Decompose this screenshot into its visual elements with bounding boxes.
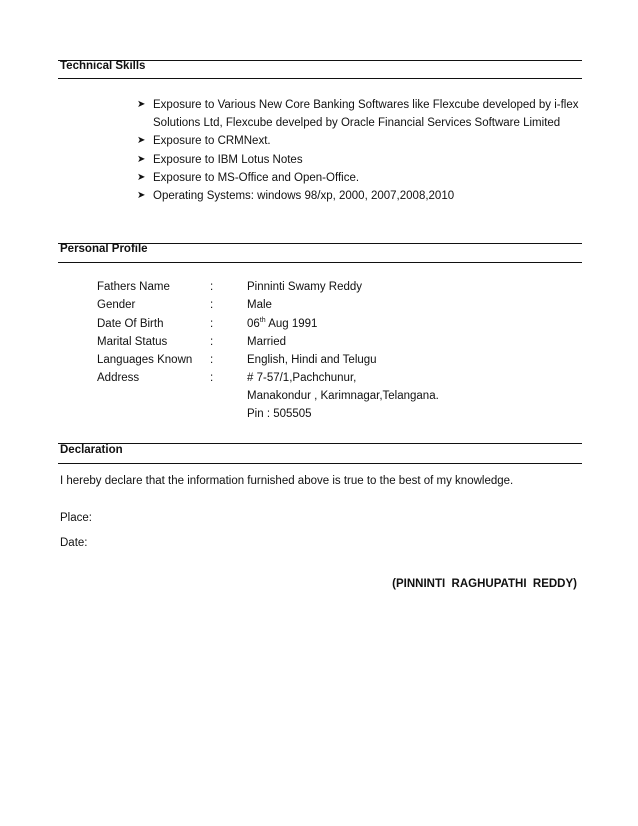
arrow-bullet-icon: ➤ [137,171,146,183]
list-item: ➤ Exposure to Various New Core Banking Softwares like Flexcube developed by i-flex Solutions Ltd, Flexcube develped by Oracle Financial Services Software Limited [137,96,587,132]
arrow-bullet-icon: ➤ [137,190,146,202]
profile-separator: : [210,318,214,330]
arrow-bullet-icon: ➤ [137,153,146,165]
arrow-bullet-icon: ➤ [137,99,146,110]
profile-separator: : [210,281,214,293]
profile-value: Pin : 505505 [247,408,312,420]
declaration-heading: Declaration [60,444,123,456]
profile-value: Male [247,299,272,311]
list-item: ➤ Exposure to MS-Office and Open-Office. [137,169,587,187]
date-label: Date: [60,537,88,549]
profile-label: Marital Status [97,336,168,348]
profile-label: Date Of Birth [97,318,164,330]
profile-label: Gender [97,299,136,311]
profile-label: Languages Known [97,354,193,366]
list-item: ➤ Exposure to IBM Lotus Notes [137,151,587,169]
declaration-text: I hereby declare that the information furnished above is true to the best of my knowledge. [60,475,514,487]
profile-value: 06th Aug 1991 [247,317,318,330]
section-rule [58,463,582,464]
list-item: ➤ Exposure to CRMNext. [137,132,587,150]
profile-value: English, Hindi and Telugu [247,354,377,366]
profile-separator: : [210,372,214,384]
profile-separator: : [210,299,214,311]
profile-value: Married [247,336,286,348]
profile-label: Address [97,372,140,384]
profile-value: Manakondur , Karimnagar,Telangana. [247,390,439,402]
profile-value: # 7-57/1,Pachchunur, [247,372,357,384]
section-rule [58,262,582,263]
profile-separator: : [210,336,214,348]
profile-label: Fathers Name [97,281,170,293]
skills-list [137,96,587,205]
arrow-bullet-icon: ➤ [137,135,146,147]
list-item: ➤ Operating Systems: windows 98/xp, 2000, 2007,2008,2010 [137,187,587,205]
section-rule [58,78,582,79]
profile-separator: : [210,354,214,366]
profile-value: Pinninti Swamy Reddy [247,281,363,293]
signature-name: (PINNINTI RAGHUPATHI REDDY) [392,578,577,590]
place-label: Place: [60,512,92,524]
personal-profile-heading: Personal Profile [60,243,148,255]
technical-skills-heading: Technical Skills [60,60,146,72]
section-rule [58,443,582,444]
